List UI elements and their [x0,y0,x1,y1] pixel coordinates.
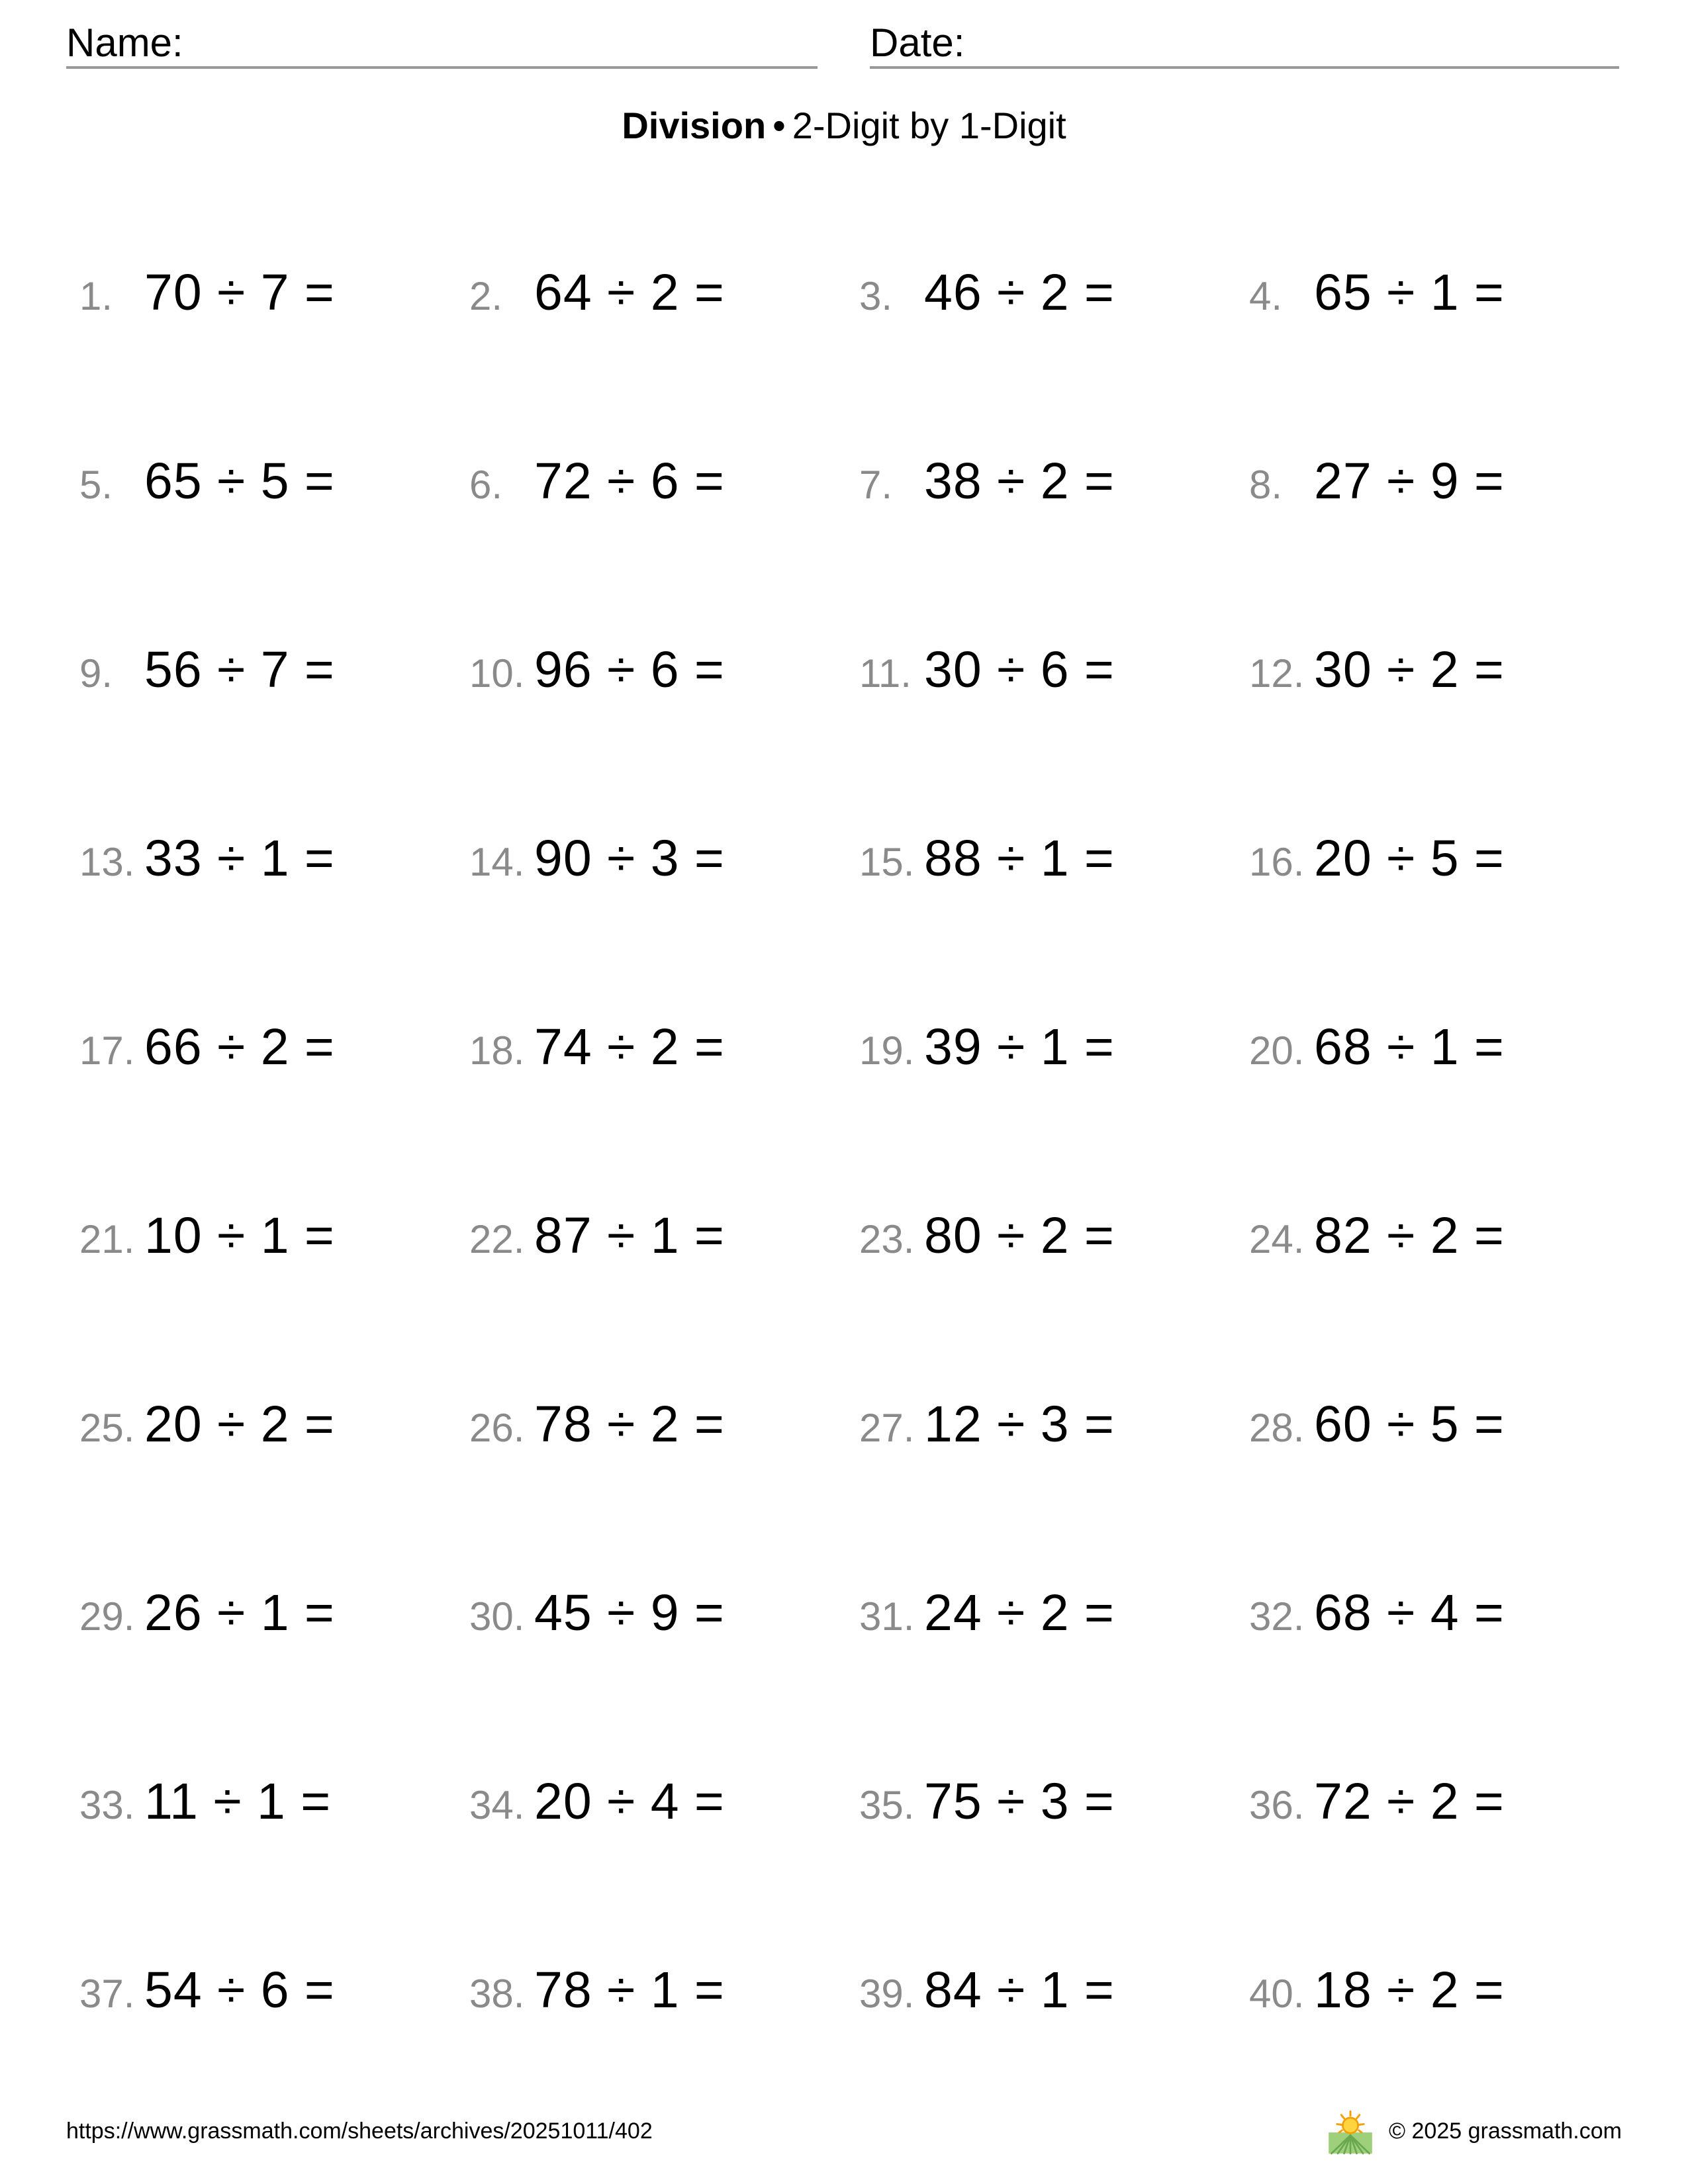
date-field-line [870,23,1619,69]
problems-grid [79,199,1639,2085]
problem-expression: 96 ÷ 6 = [534,641,725,698]
problem-item-1 [79,264,469,321]
problem-item-18 [469,1019,859,1075]
problem-item-15 [859,830,1249,887]
problem-item-19 [859,1019,1249,1075]
problem-item-21 [79,1207,469,1264]
footer-copyright: © 2025 grassmath.com [1389,2118,1622,2144]
problem-item-23 [859,1207,1249,1264]
problem-expression: 38 ÷ 2 = [924,453,1115,510]
problem-expression: 20 ÷ 2 = [144,1396,335,1453]
problem-number: 20. [1249,1028,1305,1073]
problem-expression: 88 ÷ 1 = [924,830,1115,887]
problem-number: 19. [859,1028,915,1073]
problem-expression: 74 ÷ 2 = [534,1019,725,1075]
footer [66,2098,1622,2164]
problem-number: 35. [859,1783,915,1827]
problem-number: 39. [859,1972,915,2016]
problem-expression: 46 ÷ 2 = [924,264,1115,321]
problem-expression: 90 ÷ 3 = [534,830,725,887]
problem-item-27 [859,1396,1249,1453]
problem-item-34 [469,1773,859,1830]
problem-number: 5. [79,463,113,507]
problem-number: 37. [79,1972,135,2016]
sunrise-over-grass-logo-icon [1328,2107,1373,2155]
problem-expression: 18 ÷ 2 = [1314,1962,1505,2019]
problem-item-3 [859,264,1249,321]
problem-number: 16. [1249,840,1305,884]
problem-item-35 [859,1773,1249,1830]
problem-expression: 78 ÷ 1 = [534,1962,725,2019]
problem-expression: 45 ÷ 9 = [534,1584,725,1641]
problem-item-16 [1249,830,1639,887]
problem-expression: 72 ÷ 6 = [534,453,725,510]
problem-number: 33. [79,1783,135,1827]
date-label: Date: [870,21,965,65]
problem-number: 3. [859,274,893,318]
problem-number: 36. [1249,1783,1305,1827]
problem-number: 15. [859,840,915,884]
problem-expression: 72 ÷ 2 = [1314,1773,1505,1830]
problem-expression: 64 ÷ 2 = [534,264,725,321]
problem-item-39 [859,1962,1249,2019]
problem-expression: 78 ÷ 2 = [534,1396,725,1453]
title-separator: • [773,105,786,146]
problem-item-32 [1249,1584,1639,1641]
problem-number: 4. [1249,274,1283,318]
problem-expression: 75 ÷ 3 = [924,1773,1115,1830]
problem-number: 40. [1249,1972,1305,2016]
problem-number: 10. [469,651,525,696]
problem-number: 28. [1249,1406,1305,1450]
problem-number: 24. [1249,1217,1305,1261]
problem-item-7 [859,453,1249,510]
problem-item-37 [79,1962,469,2019]
problem-expression: 65 ÷ 1 = [1314,264,1505,321]
problem-number: 27. [859,1406,915,1450]
problem-number: 12. [1249,651,1305,696]
problem-expression: 30 ÷ 6 = [924,641,1115,698]
footer-branding [1328,2107,1622,2155]
problem-expression: 68 ÷ 1 = [1314,1019,1505,1075]
problem-number: 22. [469,1217,525,1261]
problem-expression: 87 ÷ 1 = [534,1207,725,1264]
name-label: Name: [66,21,183,65]
problem-expression: 56 ÷ 7 = [144,641,335,698]
problem-expression: 20 ÷ 5 = [1314,830,1505,887]
problem-number: 7. [859,463,893,507]
problem-number: 14. [469,840,525,884]
problem-number: 23. [859,1217,915,1261]
problem-item-24 [1249,1207,1639,1264]
problem-number: 17. [79,1028,135,1073]
problem-item-38 [469,1962,859,2019]
problem-number: 1. [79,274,113,318]
problem-number: 34. [469,1783,525,1827]
problem-expression: 20 ÷ 4 = [534,1773,725,1830]
problem-expression: 10 ÷ 1 = [144,1207,335,1264]
problem-expression: 60 ÷ 5 = [1314,1396,1505,1453]
problem-expression: 70 ÷ 7 = [144,264,335,321]
problem-item-25 [79,1396,469,1453]
title-main: Division [622,105,767,146]
problem-item-10 [469,641,859,698]
problem-number: 30. [469,1594,525,1639]
problem-expression: 26 ÷ 1 = [144,1584,335,1641]
problem-expression: 24 ÷ 2 = [924,1584,1115,1641]
problem-item-31 [859,1584,1249,1641]
problem-expression: 66 ÷ 2 = [144,1019,335,1075]
problem-item-9 [79,641,469,698]
problem-expression: 12 ÷ 3 = [924,1396,1115,1453]
problem-item-30 [469,1584,859,1641]
problem-number: 25. [79,1406,135,1450]
name-field-line [66,23,818,69]
problem-expression: 11 ÷ 1 = [144,1773,332,1830]
problem-expression: 33 ÷ 1 = [144,830,335,887]
problem-expression: 54 ÷ 6 = [144,1962,335,2019]
problem-item-20 [1249,1019,1639,1075]
problem-item-6 [469,453,859,510]
problem-item-4 [1249,264,1639,321]
problem-item-26 [469,1396,859,1453]
problem-number: 29. [79,1594,135,1639]
problem-item-11 [859,641,1249,698]
problem-item-22 [469,1207,859,1264]
problem-number: 32. [1249,1594,1305,1639]
problem-item-33 [79,1773,469,1830]
problem-expression: 82 ÷ 2 = [1314,1207,1505,1264]
problem-item-28 [1249,1396,1639,1453]
problem-expression: 30 ÷ 2 = [1314,641,1505,698]
problem-expression: 27 ÷ 9 = [1314,453,1505,510]
problem-expression: 80 ÷ 2 = [924,1207,1115,1264]
problem-number: 8. [1249,463,1283,507]
problem-item-13 [79,830,469,887]
problem-number: 21. [79,1217,135,1261]
problem-expression: 68 ÷ 4 = [1314,1584,1505,1641]
problem-item-36 [1249,1773,1639,1830]
problem-item-29 [79,1584,469,1641]
problem-item-14 [469,830,859,887]
footer-url: https://www.grassmath.com/sheets/archives/20251011/402 [66,2118,653,2144]
problem-item-2 [469,264,859,321]
title-subtitle: 2-Digit by 1-Digit [792,105,1066,146]
problem-number: 18. [469,1028,525,1073]
problem-expression: 84 ÷ 1 = [924,1962,1115,2019]
problem-item-5 [79,453,469,510]
problem-number: 6. [469,463,503,507]
problem-number: 26. [469,1406,525,1450]
problem-number: 9. [79,651,113,696]
problem-item-40 [1249,1962,1639,2019]
problem-number: 2. [469,274,503,318]
problem-number: 13. [79,840,135,884]
problem-item-17 [79,1019,469,1075]
problem-expression: 39 ÷ 1 = [924,1019,1115,1075]
problem-number: 11. [859,651,912,696]
problem-expression: 65 ÷ 5 = [144,453,335,510]
problem-number: 38. [469,1972,525,2016]
page-title [0,106,1688,146]
problem-number: 31. [859,1594,915,1639]
problem-item-8 [1249,453,1639,510]
problem-item-12 [1249,641,1639,698]
